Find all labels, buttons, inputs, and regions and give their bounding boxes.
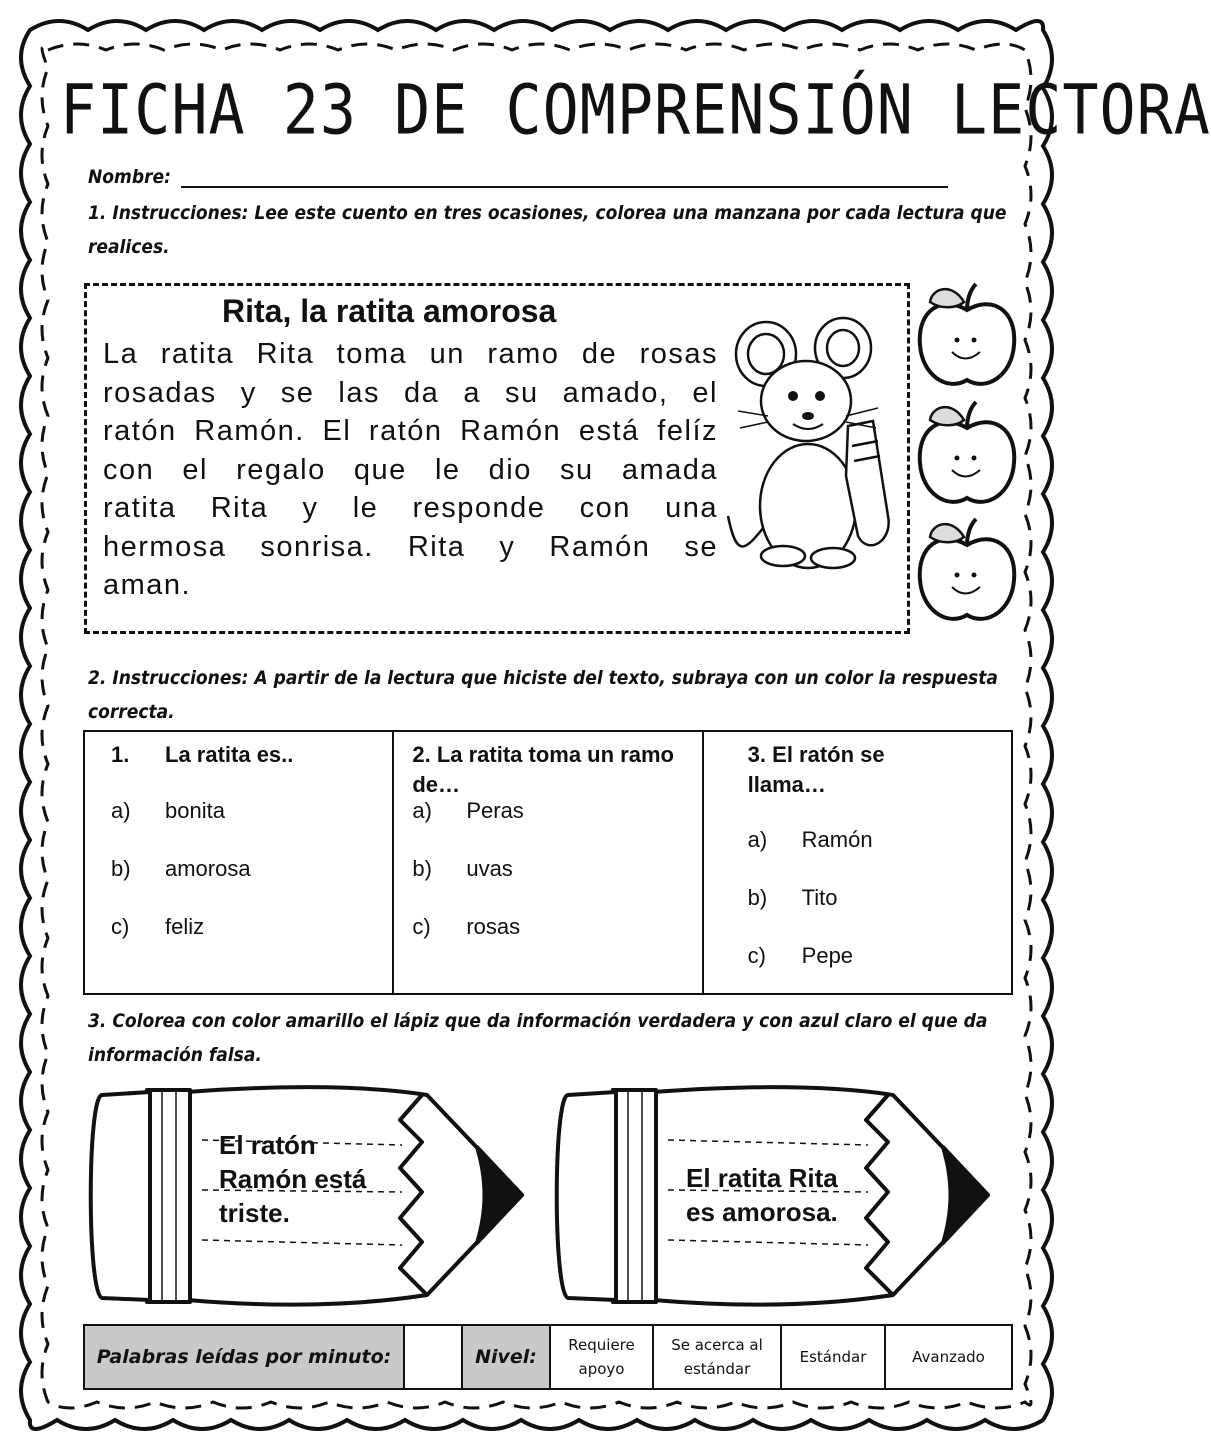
instructions-3: 3. Colorea con color amarillo el lápiz que da información verdadera y con azul claro el que da información falsa. [88, 1010, 988, 1066]
option-c[interactable]: c) rosas [412, 914, 521, 939]
name-line[interactable] [181, 168, 948, 188]
question-number: 2. [412, 742, 431, 767]
level-estandar[interactable]: Estándar [782, 1326, 886, 1388]
question-3 [704, 732, 1011, 993]
name-row [88, 166, 948, 188]
pencil-2-text: El ratita Rita es amorosa. [686, 1163, 838, 1227]
instructions-2: 2. Instrucciones: A partir de la lectura que hiciste del texto, subraya con un color la respuesta correcta. [88, 667, 998, 723]
apple-icon-1[interactable] [912, 280, 1022, 395]
option-c[interactable]: c) Pepe [747, 943, 854, 968]
level-se-acerca[interactable]: Se acerca al estándar [654, 1326, 782, 1388]
apple-icon-3[interactable] [912, 515, 1022, 630]
pencil-1-text: El ratón Ramón está triste. [219, 1130, 367, 1228]
option-b[interactable]: b) amorosa [111, 856, 251, 881]
level-avanzado[interactable]: Avanzado [912, 1348, 985, 1366]
option-a[interactable]: a) bonita [111, 798, 225, 823]
story-text: La ratita Rita toma un ramo de rosas rosadas y se las da a su amado, el ratón Ramón. El ratón Ramón está felíz con el regalo que le dio su amada ratita Rita y le responde con una hermosa sonrisa. Rita y Ramón se aman. [103, 338, 718, 601]
option-b[interactable]: b) Tito [747, 885, 838, 910]
option-a[interactable]: a) Peras [412, 798, 524, 823]
level-requiere-apoyo[interactable]: Requiere apoyo [551, 1326, 654, 1388]
option-a[interactable]: a) Ramón [747, 827, 873, 852]
wpm-input[interactable] [405, 1326, 463, 1388]
option-c[interactable]: c) feliz [111, 914, 205, 939]
question-number: 1. [111, 742, 130, 767]
question-1 [85, 732, 394, 993]
question-2 [394, 732, 703, 993]
question-text: La ratita toma un ramo de… [412, 742, 674, 797]
option-b[interactable]: b) uvas [412, 856, 513, 881]
level-label: Nivel: [463, 1326, 551, 1388]
wpm-label: Palabras leídas por minuto: [85, 1326, 405, 1388]
question-text: El ratón se llama… [747, 742, 885, 797]
mouse-illustration [728, 316, 903, 576]
name-label: Nombre: [88, 166, 171, 188]
questions-table [83, 730, 1013, 995]
reading-level-table [83, 1324, 1013, 1390]
question-number: 3. [747, 742, 767, 767]
question-text: La ratita es.. [165, 742, 294, 767]
instructions-1: 1. Instrucciones: Lee este cuento en tres ocasiones, colorea una manzana por cada lectura que realices. [88, 202, 1007, 258]
story-title: Rita, la ratita amorosa [222, 293, 557, 329]
page-title: FICHA 23 DE COMPRENSIÓN LECTORA [60, 70, 1211, 151]
apple-icon-2[interactable] [912, 398, 1022, 513]
